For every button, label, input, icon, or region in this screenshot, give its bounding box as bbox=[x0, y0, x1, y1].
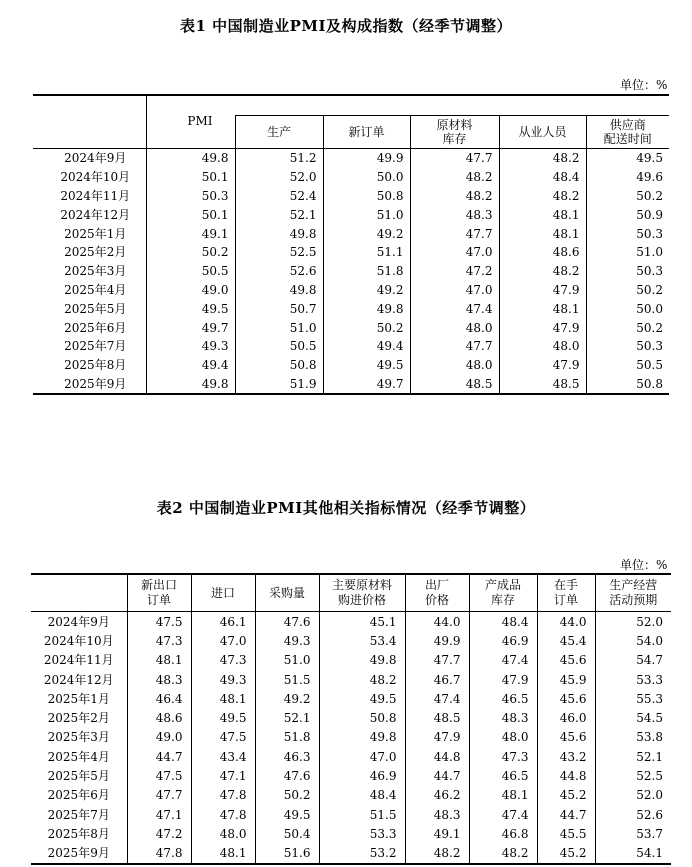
row-month: 2025年7月 bbox=[47, 807, 110, 822]
table-cell: 49.5 bbox=[323, 356, 410, 375]
table2-header-4-line: 出厂 bbox=[424, 578, 449, 592]
table-cell: 44.0 bbox=[405, 612, 469, 632]
row-month-label: 2024年12月 bbox=[60, 207, 131, 222]
table2-header-6-line: 订单 bbox=[553, 593, 578, 607]
table-cell: 53.3 bbox=[319, 824, 405, 843]
table-cell: 47.0 bbox=[191, 631, 255, 650]
table1-header-3 bbox=[410, 116, 499, 149]
table-cell: 49.5 bbox=[255, 805, 319, 824]
table-cell: 51.8 bbox=[323, 262, 410, 281]
table-cell: 53.3 bbox=[595, 670, 671, 689]
table-cell: 48.6 bbox=[127, 708, 191, 727]
row-month-label: 2025年2月 bbox=[64, 245, 127, 260]
table2-header-5-line: 库存 bbox=[490, 593, 515, 607]
table2-header-3 bbox=[319, 574, 405, 612]
table-cell: 50.5 bbox=[146, 262, 235, 281]
row-month: 2024年12月 bbox=[43, 672, 114, 687]
table-cell: 51.0 bbox=[323, 205, 410, 224]
table-cell: 43.4 bbox=[191, 747, 255, 766]
table2-header-3-line: 主要原材料 bbox=[331, 578, 392, 592]
table2-header-2 bbox=[255, 574, 319, 612]
row-month bbox=[33, 262, 146, 281]
table1-corner-cell bbox=[33, 95, 146, 149]
table-cell: 48.4 bbox=[469, 612, 537, 632]
table-cell: 51.5 bbox=[255, 670, 319, 689]
table-cell: 49.7 bbox=[146, 318, 235, 337]
table-cell: 46.4 bbox=[127, 689, 191, 708]
table-cell: 48.1 bbox=[499, 224, 586, 243]
table-cell: 44.7 bbox=[405, 766, 469, 785]
table-cell: 50.0 bbox=[323, 168, 410, 187]
table-cell: 51.5 bbox=[319, 805, 405, 824]
table-cell: 51.0 bbox=[235, 318, 323, 337]
table-cell: 47.9 bbox=[405, 728, 469, 747]
row-month-label: 2024年10月 bbox=[60, 170, 131, 185]
table-row bbox=[33, 318, 669, 337]
table-cell: 47.5 bbox=[127, 612, 191, 632]
table-cell: 50.2 bbox=[323, 318, 410, 337]
table-cell: 46.5 bbox=[469, 766, 537, 785]
table-cell: 49.3 bbox=[255, 631, 319, 650]
row-month-label: 2025年7月 bbox=[64, 339, 127, 354]
row-month bbox=[33, 205, 146, 224]
row-month bbox=[33, 356, 146, 375]
table-cell: 52.0 bbox=[595, 612, 671, 632]
table-cell: 49.6 bbox=[586, 168, 669, 187]
table2-header-7-line: 活动预期 bbox=[609, 593, 658, 607]
row-month bbox=[33, 243, 146, 262]
table2-header-3-line: 购进价格 bbox=[337, 593, 386, 607]
table-cell: 48.3 bbox=[469, 708, 537, 727]
table-cell: 46.0 bbox=[537, 708, 595, 727]
table-cell: 51.8 bbox=[255, 728, 319, 747]
table-cell: 48.0 bbox=[499, 337, 586, 356]
table2-header-2-line: 采购量 bbox=[268, 585, 305, 600]
table-cell: 50.2 bbox=[586, 318, 669, 337]
table-cell: 45.2 bbox=[537, 786, 595, 805]
table-cell: 45.9 bbox=[537, 670, 595, 689]
table-cell: 47.7 bbox=[405, 651, 469, 670]
table-cell: 45.6 bbox=[537, 689, 595, 708]
table-cell: 49.8 bbox=[319, 728, 405, 747]
table-cell: 47.5 bbox=[191, 728, 255, 747]
table-cell: 47.7 bbox=[127, 786, 191, 805]
table-cell: 47.9 bbox=[499, 318, 586, 337]
table-cell: 54.7 bbox=[595, 651, 671, 670]
table1-header-4 bbox=[499, 116, 586, 149]
table-cell: 50.3 bbox=[146, 187, 235, 206]
table-cell: 52.1 bbox=[255, 708, 319, 727]
table-cell: 52.4 bbox=[235, 187, 323, 206]
table-cell: 48.2 bbox=[499, 187, 586, 206]
table-row bbox=[33, 299, 669, 318]
table-cell: 48.5 bbox=[405, 708, 469, 727]
table2-header-6-line: 在手 bbox=[553, 578, 578, 592]
table-cell: 55.3 bbox=[595, 689, 671, 708]
table-cell: 47.4 bbox=[410, 299, 499, 318]
table-row bbox=[33, 224, 669, 243]
table2-header-7 bbox=[595, 574, 671, 612]
table-cell: 48.2 bbox=[405, 844, 469, 864]
table-cell: 50.8 bbox=[586, 375, 669, 395]
table-cell: 50.2 bbox=[255, 786, 319, 805]
row-month: 2025年6月 bbox=[47, 788, 110, 803]
table1-header-3-line: 原材料 bbox=[436, 118, 473, 132]
row-month bbox=[33, 168, 146, 187]
table-cell: 50.9 bbox=[586, 205, 669, 224]
table-cell: 46.7 bbox=[405, 670, 469, 689]
table-cell: 45.2 bbox=[537, 844, 595, 864]
table-cell: 44.8 bbox=[405, 747, 469, 766]
row-month: 2025年5月 bbox=[47, 769, 110, 784]
table-cell: 48.3 bbox=[410, 205, 499, 224]
table1-header-2 bbox=[323, 116, 410, 149]
table2-header-1 bbox=[191, 574, 255, 612]
table-cell: 48.1 bbox=[469, 786, 537, 805]
table-cell: 50.1 bbox=[146, 205, 235, 224]
table2-title: 表2 中国制造业PMI其他相关指标情况（经季节调整） bbox=[156, 499, 536, 517]
row-month-label: 2025年3月 bbox=[64, 264, 127, 279]
table-cell: 47.0 bbox=[410, 281, 499, 300]
table-cell: 47.9 bbox=[499, 281, 586, 300]
table-cell: 47.9 bbox=[499, 356, 586, 375]
row-month bbox=[33, 224, 146, 243]
table1-header-5-line: 配送时间 bbox=[603, 132, 652, 146]
row-month: 2025年9月 bbox=[47, 846, 110, 861]
table-cell: 49.8 bbox=[146, 375, 235, 395]
row-month-label: 2025年6月 bbox=[64, 320, 127, 335]
table-row bbox=[33, 187, 669, 206]
row-month bbox=[33, 337, 146, 356]
table-cell: 49.2 bbox=[323, 224, 410, 243]
table-cell: 48.1 bbox=[499, 205, 586, 224]
table-cell: 49.9 bbox=[323, 149, 410, 168]
table-cell: 47.3 bbox=[469, 747, 537, 766]
table-cell: 47.4 bbox=[469, 805, 537, 824]
table-row bbox=[33, 168, 669, 187]
table-cell: 48.1 bbox=[127, 651, 191, 670]
table-cell: 47.8 bbox=[127, 844, 191, 864]
row-month bbox=[33, 375, 146, 395]
table-cell: 45.6 bbox=[537, 651, 595, 670]
table-cell: 48.3 bbox=[405, 805, 469, 824]
table-cell: 49.1 bbox=[146, 224, 235, 243]
row-month-label: 2025年8月 bbox=[64, 358, 127, 373]
table-cell: 46.9 bbox=[319, 766, 405, 785]
table-cell: 49.7 bbox=[323, 375, 410, 395]
table-cell: 52.1 bbox=[235, 205, 323, 224]
table1-unit: 单位：% bbox=[620, 78, 668, 92]
table1-header-pmi: PMI bbox=[146, 95, 235, 149]
table-cell: 48.2 bbox=[410, 187, 499, 206]
row-month bbox=[33, 299, 146, 318]
table-cell: 52.6 bbox=[235, 262, 323, 281]
table-cell: 50.8 bbox=[323, 187, 410, 206]
table-cell: 48.1 bbox=[191, 844, 255, 864]
table-cell: 51.6 bbox=[255, 844, 319, 864]
table-cell: 46.8 bbox=[469, 824, 537, 843]
table-cell: 43.2 bbox=[537, 747, 595, 766]
table-cell: 48.6 bbox=[499, 243, 586, 262]
table-cell: 44.7 bbox=[127, 747, 191, 766]
table-cell: 48.2 bbox=[499, 149, 586, 168]
table-cell: 45.5 bbox=[537, 824, 595, 843]
table-row bbox=[31, 708, 671, 727]
table1 bbox=[33, 94, 669, 395]
table-cell: 47.4 bbox=[405, 689, 469, 708]
table-row bbox=[31, 805, 671, 824]
table-cell: 49.5 bbox=[586, 149, 669, 168]
table-cell: 51.9 bbox=[235, 375, 323, 395]
row-month: 2025年8月 bbox=[47, 826, 110, 841]
row-month bbox=[33, 187, 146, 206]
table-cell: 50.7 bbox=[235, 299, 323, 318]
table-cell: 51.0 bbox=[255, 651, 319, 670]
table-cell: 47.9 bbox=[469, 670, 537, 689]
table-cell: 46.2 bbox=[405, 786, 469, 805]
row-month-label: 2024年11月 bbox=[60, 188, 131, 203]
table-cell: 48.5 bbox=[410, 375, 499, 395]
table-cell: 52.1 bbox=[595, 747, 671, 766]
table2-header-5-line: 产成品 bbox=[484, 578, 521, 592]
table-row bbox=[31, 612, 671, 632]
row-month: 2025年3月 bbox=[47, 730, 110, 745]
table2-header-1-line: 进口 bbox=[210, 585, 235, 600]
table-row bbox=[31, 631, 671, 650]
table-cell: 53.8 bbox=[595, 728, 671, 747]
table-cell: 49.5 bbox=[191, 708, 255, 727]
row-month bbox=[33, 281, 146, 300]
table-row bbox=[33, 337, 669, 356]
table-cell: 48.4 bbox=[319, 786, 405, 805]
table-cell: 50.5 bbox=[235, 337, 323, 356]
table-cell: 48.2 bbox=[499, 262, 586, 281]
table-cell: 52.5 bbox=[595, 766, 671, 785]
table-cell: 50.0 bbox=[586, 299, 669, 318]
table-cell: 50.8 bbox=[319, 708, 405, 727]
row-month: 2024年11月 bbox=[43, 653, 114, 668]
table-cell: 49.5 bbox=[146, 299, 235, 318]
table-row bbox=[31, 651, 671, 670]
table-cell: 48.0 bbox=[469, 728, 537, 747]
table-cell: 49.4 bbox=[323, 337, 410, 356]
table2-unit: 单位：% bbox=[620, 558, 668, 572]
table-cell: 53.2 bbox=[319, 844, 405, 864]
table-cell: 49.8 bbox=[235, 281, 323, 300]
table-row bbox=[33, 262, 669, 281]
table-row bbox=[33, 281, 669, 300]
table2-header-4 bbox=[405, 574, 469, 612]
table-cell: 52.0 bbox=[235, 168, 323, 187]
table-cell: 50.2 bbox=[146, 243, 235, 262]
table1-header-2-line: 新订单 bbox=[348, 125, 385, 139]
table-cell: 49.9 bbox=[405, 631, 469, 650]
table-cell: 50.8 bbox=[235, 356, 323, 375]
table-cell: 47.7 bbox=[410, 224, 499, 243]
table-cell: 49.5 bbox=[319, 689, 405, 708]
table-cell: 49.3 bbox=[191, 670, 255, 689]
table-cell: 49.2 bbox=[255, 689, 319, 708]
table-cell: 51.1 bbox=[323, 243, 410, 262]
row-month-label: 2024年9月 bbox=[64, 151, 127, 166]
table-cell: 49.4 bbox=[146, 356, 235, 375]
table-cell: 54.5 bbox=[595, 708, 671, 727]
table1-header-5 bbox=[586, 116, 669, 149]
table-cell: 49.0 bbox=[146, 281, 235, 300]
row-month-label: 2025年4月 bbox=[64, 282, 127, 297]
table2-header-5 bbox=[469, 574, 537, 612]
table-cell: 51.2 bbox=[235, 149, 323, 168]
table-row bbox=[31, 844, 671, 864]
table-row bbox=[31, 670, 671, 689]
table-cell: 49.8 bbox=[146, 149, 235, 168]
table1-header-4-line: 从业人员 bbox=[518, 125, 567, 139]
table-cell: 53.4 bbox=[319, 631, 405, 650]
table-row bbox=[33, 243, 669, 262]
table1-header-1-line: 生产 bbox=[266, 125, 291, 139]
row-month-label: 2025年1月 bbox=[64, 226, 127, 241]
table-cell: 47.5 bbox=[127, 766, 191, 785]
table-cell: 49.0 bbox=[127, 728, 191, 747]
table-cell: 46.3 bbox=[255, 747, 319, 766]
row-month: 2024年10月 bbox=[43, 633, 114, 648]
table-cell: 44.0 bbox=[537, 612, 595, 632]
table-cell: 47.8 bbox=[191, 786, 255, 805]
table2 bbox=[31, 573, 671, 865]
table-cell: 47.2 bbox=[127, 824, 191, 843]
row-month: 2024年9月 bbox=[47, 614, 110, 629]
table2-header-4-line: 价格 bbox=[424, 593, 449, 607]
table-cell: 53.7 bbox=[595, 824, 671, 843]
table-cell: 52.0 bbox=[595, 786, 671, 805]
table-cell: 48.0 bbox=[191, 824, 255, 843]
table-cell: 47.3 bbox=[191, 651, 255, 670]
table-row bbox=[31, 824, 671, 843]
table-cell: 47.7 bbox=[410, 149, 499, 168]
table-cell: 48.0 bbox=[410, 356, 499, 375]
table-cell: 50.3 bbox=[586, 337, 669, 356]
table-cell: 44.8 bbox=[537, 766, 595, 785]
table-cell: 51.0 bbox=[586, 243, 669, 262]
table-cell: 49.8 bbox=[235, 224, 323, 243]
table-cell: 49.2 bbox=[323, 281, 410, 300]
table-cell: 50.1 bbox=[146, 168, 235, 187]
table-row bbox=[33, 205, 669, 224]
table1-header-1 bbox=[235, 116, 323, 149]
table-row bbox=[31, 747, 671, 766]
table-row bbox=[33, 149, 669, 168]
table-cell: 48.2 bbox=[319, 670, 405, 689]
table-row bbox=[31, 766, 671, 785]
table-cell: 48.0 bbox=[410, 318, 499, 337]
table-cell: 49.1 bbox=[405, 824, 469, 843]
table-cell: 47.8 bbox=[191, 805, 255, 824]
table-cell: 48.1 bbox=[499, 299, 586, 318]
row-month: 2025年1月 bbox=[47, 691, 110, 706]
table-row bbox=[33, 375, 669, 395]
table2-header-0 bbox=[127, 574, 191, 612]
table-cell: 50.3 bbox=[586, 224, 669, 243]
table-row bbox=[31, 786, 671, 805]
table-row bbox=[33, 356, 669, 375]
table-cell: 48.2 bbox=[469, 844, 537, 864]
table-cell: 47.7 bbox=[410, 337, 499, 356]
row-month-label: 2025年9月 bbox=[64, 376, 127, 391]
table-cell: 50.2 bbox=[586, 187, 669, 206]
table1-header-5-line: 供应商 bbox=[609, 118, 646, 132]
table2-header-0-line: 新出口 bbox=[140, 578, 177, 592]
table-cell: 46.5 bbox=[469, 689, 537, 708]
table-row bbox=[31, 728, 671, 747]
table-cell: 47.0 bbox=[410, 243, 499, 262]
table-cell: 50.4 bbox=[255, 824, 319, 843]
table-cell: 52.6 bbox=[595, 805, 671, 824]
table-cell: 47.3 bbox=[127, 631, 191, 650]
table-cell: 49.3 bbox=[146, 337, 235, 356]
table-cell: 46.9 bbox=[469, 631, 537, 650]
table-cell: 50.3 bbox=[586, 262, 669, 281]
table-cell: 48.2 bbox=[410, 168, 499, 187]
row-month: 2025年2月 bbox=[47, 711, 110, 726]
table-cell: 45.6 bbox=[537, 728, 595, 747]
table2-header-7-line: 生产经营 bbox=[609, 578, 658, 592]
table-cell: 48.5 bbox=[499, 375, 586, 395]
table-cell: 50.5 bbox=[586, 356, 669, 375]
table2-header-0-line: 订单 bbox=[146, 593, 171, 607]
table-row bbox=[31, 689, 671, 708]
table-cell: 47.2 bbox=[410, 262, 499, 281]
table-cell: 50.2 bbox=[586, 281, 669, 300]
table-cell: 52.5 bbox=[235, 243, 323, 262]
table-cell: 49.8 bbox=[319, 651, 405, 670]
table-cell: 47.6 bbox=[255, 766, 319, 785]
table-cell: 49.8 bbox=[323, 299, 410, 318]
table-cell: 47.1 bbox=[127, 805, 191, 824]
table-cell: 48.3 bbox=[127, 670, 191, 689]
table-cell: 45.4 bbox=[537, 631, 595, 650]
table-cell: 45.1 bbox=[319, 612, 405, 632]
table-cell: 46.1 bbox=[191, 612, 255, 632]
row-month-label: 2025年5月 bbox=[64, 301, 127, 316]
row-month bbox=[33, 149, 146, 168]
row-month bbox=[33, 318, 146, 337]
table-cell: 47.6 bbox=[255, 612, 319, 632]
table2-corner-cell bbox=[31, 574, 127, 612]
table1-title: 表1 中国制造业PMI及构成指数（经季节调整） bbox=[179, 17, 513, 35]
table-cell: 48.4 bbox=[499, 168, 586, 187]
row-month: 2025年4月 bbox=[47, 749, 110, 764]
table-cell: 54.1 bbox=[595, 844, 671, 864]
table2-header-6 bbox=[537, 574, 595, 612]
table-cell: 47.0 bbox=[319, 747, 405, 766]
table-cell: 54.0 bbox=[595, 631, 671, 650]
table1-header-3-line: 库存 bbox=[442, 132, 467, 146]
table-cell: 47.1 bbox=[191, 766, 255, 785]
table-cell: 47.4 bbox=[469, 651, 537, 670]
table-cell: 44.7 bbox=[537, 805, 595, 824]
table-cell: 48.1 bbox=[191, 689, 255, 708]
